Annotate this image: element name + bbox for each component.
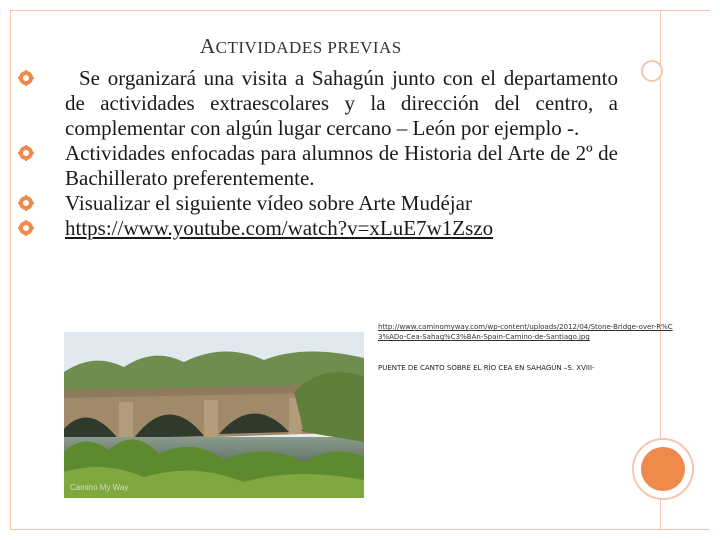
image-source-link[interactable]: http://www.caminomyway.com/wp-content/uploads/2012/04/Stone-Bridge-over-R%C3%ADo-Cea-Sahag%C3%BAn-Spain-Camino-de-Santiago.jpg [378, 323, 673, 341]
bullet-text-2: Actividades enfocadas para alumnos de Historia del Arte de 2º de Bachillerato preferentemente. [65, 141, 618, 190]
video-link[interactable]: https://www.youtube.com/watch?v=xLuE7w1Zszo [65, 216, 494, 240]
bullet-item-4 [18, 216, 618, 241]
bridge-photo [64, 332, 364, 498]
title-rest: CTIVIDADES PREVIAS [215, 38, 402, 57]
bullet-icon [18, 195, 34, 211]
bullet-icon [18, 70, 34, 86]
slide-title [200, 34, 402, 59]
bullet-text-1: Se organizará una visita a Sahagún junto con el departamento de actividades extraescolares y la dirección del centro, a complementar con algún lugar cercano – León por ejemplo -. [65, 66, 618, 140]
bullet-item-1 [18, 66, 618, 141]
title-first-letter: A [200, 34, 216, 58]
bullet-list [18, 66, 618, 241]
bullet-item-3 [18, 191, 618, 216]
bullet-item-2 [18, 141, 618, 191]
watermark-text: Camino My Way [70, 483, 129, 492]
decor-circle-fill [641, 447, 685, 491]
decor-circle-top [641, 60, 663, 82]
bullet-text-3: Visualizar el siguiente vídeo sobre Arte Mudéjar [65, 191, 472, 215]
bullet-icon [18, 220, 34, 236]
image-caption: PUENTE DE CANTO SOBRE EL RÍO CEA EN SAHAGÚN –S. XVIII- [378, 364, 595, 372]
bullet-icon [18, 145, 34, 161]
bridge-image [64, 332, 364, 498]
